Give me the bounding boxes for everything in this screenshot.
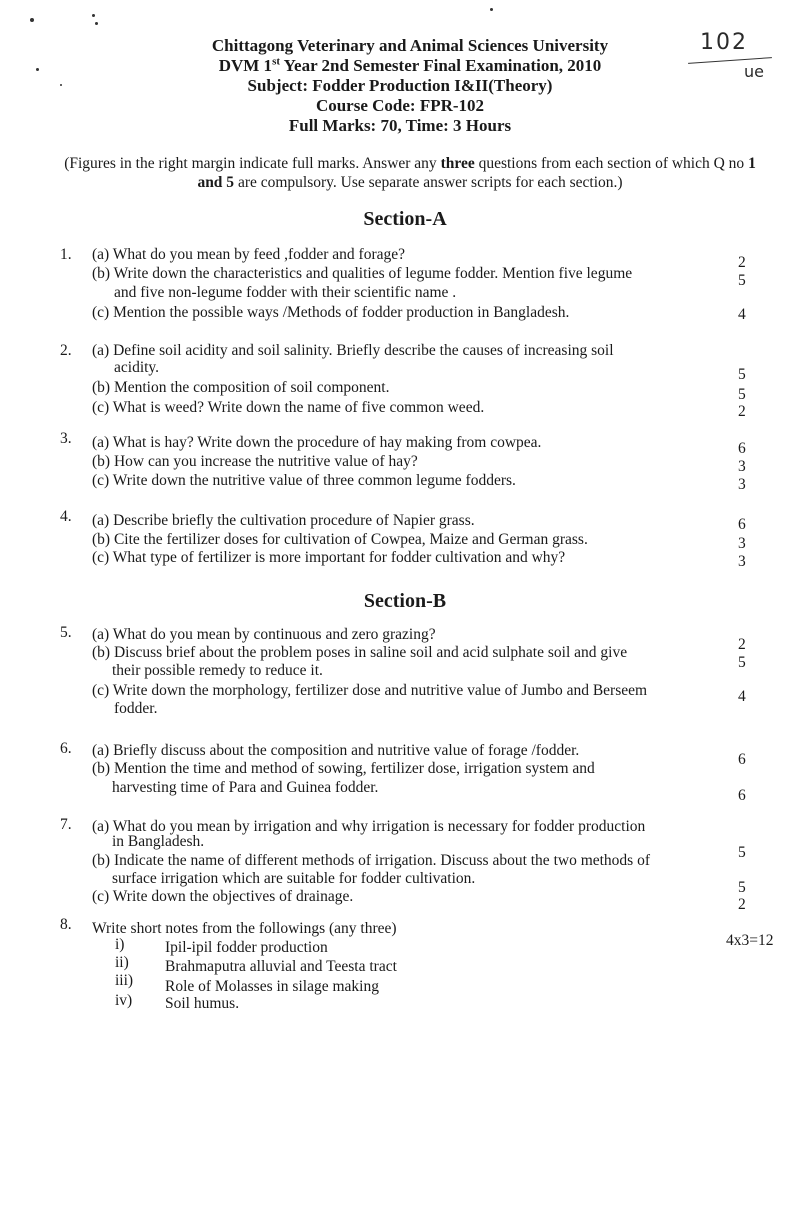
- exam-header: [0, 36, 800, 136]
- marks: 5: [738, 879, 746, 896]
- scan-speck: [30, 18, 34, 22]
- marks: 2: [738, 896, 746, 913]
- question-number: 1.: [60, 246, 72, 263]
- marks: 6: [738, 516, 746, 533]
- full-marks: Full Marks: 70, Time: 3 Hours: [288, 116, 512, 135]
- question-part: (b) Write down the characteristics and qualities of legume fodder. Mention five legume: [92, 265, 633, 282]
- scan-speck: [92, 14, 95, 17]
- marks: 6: [738, 787, 746, 804]
- question-part: (c) Mention the possible ways /Methods of fodder production in Bangladesh.: [92, 304, 570, 321]
- question-part: (b) Cite the fertilizer doses for cultivation of Cowpea, Maize and German grass.: [92, 531, 588, 548]
- list-item: Role of Molasses in silage making: [165, 978, 379, 995]
- instructions: (Figures in the right margin indicate full marks. Answer any three questions from each section of which Q no 1 and 5 are compulsory. Use separate answer scripts for each section.): [64, 155, 756, 191]
- question-part: (b) How can you increase the nutritive value of hay?: [92, 453, 418, 470]
- question-part: (b) Indicate the name of different methods of irrigation. Discuss about the two methods of: [92, 852, 650, 869]
- marks: 3: [738, 476, 746, 493]
- marks: 5: [738, 386, 746, 403]
- question-part: (a) What do you mean by irrigation and why irrigation is necessary for fodder production: [92, 818, 646, 835]
- question-part: (b) Discuss brief about the problem poses in saline soil and acid sulphate soil and give: [92, 644, 628, 661]
- marks: 2: [738, 636, 746, 653]
- question-part: (a) What do you mean by feed ,fodder and forage?: [92, 246, 406, 263]
- list-item: Ipil-ipil fodder production: [165, 939, 328, 956]
- question-part-continued: in Bangladesh.: [112, 833, 205, 850]
- question-part: Write short notes from the followings (any three): [92, 920, 397, 937]
- question-number: 4.: [60, 508, 72, 525]
- handwritten-course-number: 102: [700, 30, 748, 55]
- question-number: 2.: [60, 342, 72, 359]
- handwritten-mark: ue: [744, 62, 764, 81]
- section-a-heading: Section-A: [363, 208, 447, 230]
- marks: 3: [738, 535, 746, 552]
- exam-title: DVM 1st Year 2nd Semester Final Examination, 2010: [218, 55, 602, 75]
- question-part: (a) Describe briefly the cultivation procedure of Napier grass.: [92, 512, 475, 529]
- marks: 6: [738, 751, 746, 768]
- university-name: Chittagong Veterinary and Animal Sciences University: [211, 36, 609, 55]
- question-part: (a) Define soil acidity and soil salinity. Briefly describe the causes of increasing soil: [92, 342, 614, 359]
- question-number: 6.: [60, 740, 72, 757]
- marks: 6: [738, 440, 746, 457]
- question-part: (b) Mention the composition of soil component.: [92, 379, 390, 396]
- marks: 5: [738, 654, 746, 671]
- question-part: (a) What do you mean by continuous and zero grazing?: [92, 626, 436, 643]
- marks: 4: [738, 688, 746, 705]
- question-number: 5.: [60, 624, 72, 641]
- marks: 4: [738, 306, 746, 323]
- question-part-continued: surface irrigation which are suitable for fodder cultivation.: [112, 870, 476, 887]
- marks: 4x3=12: [726, 932, 774, 949]
- list-item-numeral: iv): [115, 992, 133, 1009]
- list-item-numeral: iii): [115, 972, 134, 989]
- question-part: (b) Mention the time and method of sowing, fertilizer dose, irrigation system and: [92, 760, 595, 777]
- question-part: (c) What type of fertilizer is more important for fodder cultivation and why?: [92, 549, 566, 566]
- question-part-continued: and five non-legume fodder with their scientific name .: [114, 284, 457, 301]
- section-b-heading: Section-B: [363, 590, 447, 612]
- subject-line: Subject: Fodder Production I&II(Theory): [247, 76, 553, 95]
- question-number: 3.: [60, 430, 72, 447]
- question-part: (c) Write down the morphology, fertilizer dose and nutritive value of Jumbo and Berseem: [92, 682, 648, 699]
- marks: 5: [738, 272, 746, 289]
- scan-speck: [490, 8, 493, 11]
- question-number: 8.: [60, 916, 72, 933]
- marks: 3: [738, 458, 746, 475]
- scan-speck: [95, 22, 98, 25]
- marks: 2: [738, 254, 746, 271]
- list-item: Soil humus.: [165, 995, 240, 1012]
- marks: 2: [738, 403, 746, 420]
- question-part: (c) Write down the nutritive value of three common legume fodders.: [92, 472, 516, 489]
- question-part: (c) What is weed? Write down the name of five common weed.: [92, 399, 485, 416]
- marks: 5: [738, 844, 746, 861]
- question-part: (a) What is hay? Write down the procedure of hay making from cowpea.: [92, 434, 542, 451]
- list-item-numeral: i): [115, 936, 125, 953]
- question-number: 7.: [60, 816, 72, 833]
- question-part-continued: fodder.: [114, 700, 158, 717]
- question-part-continued: their possible remedy to reduce it.: [112, 662, 323, 679]
- question-part: (c) Write down the objectives of drainage.: [92, 888, 354, 905]
- question-part-continued: acidity.: [114, 359, 160, 376]
- list-item: Brahmaputra alluvial and Teesta tract: [165, 958, 397, 975]
- marks: 3: [738, 553, 746, 570]
- question-part: (a) Briefly discuss about the composition and nutritive value of forage /fodder.: [92, 742, 580, 759]
- list-item-numeral: ii): [115, 954, 129, 971]
- marks: 5: [738, 366, 746, 383]
- course-code: Course Code: FPR-102: [315, 96, 485, 115]
- question-part-continued: harvesting time of Para and Guinea fodder.: [112, 779, 379, 796]
